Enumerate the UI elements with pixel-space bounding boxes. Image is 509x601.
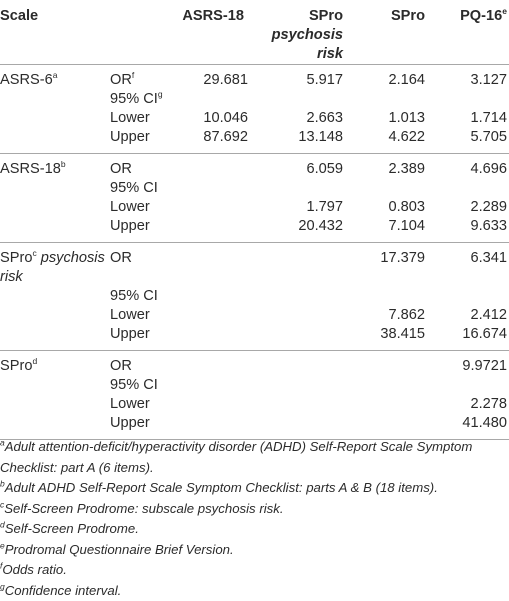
table-cell: 6.059 xyxy=(248,154,343,180)
table-cell xyxy=(177,243,248,269)
stat-label: $OR^f$ xyxy=(110,65,177,91)
footnotes xyxy=(0,437,509,601)
table-row xyxy=(0,395,509,414)
table-row xyxy=(0,306,509,325)
header-blank xyxy=(110,0,177,65)
table-row xyxy=(0,154,509,180)
table-row xyxy=(0,217,509,243)
table-row xyxy=(0,414,509,440)
stat-label: 95% $CI^g$ xyxy=(110,90,248,109)
footnote: $^d$Self-Screen Prodrome. xyxy=(0,519,509,540)
stat-label: Upper xyxy=(110,414,177,440)
table-row xyxy=(0,351,509,377)
stat-label: 95% CI xyxy=(110,179,248,198)
stat-label: 95% CI xyxy=(110,287,248,306)
table-row xyxy=(0,128,509,154)
footnote: $^g$Confidence interval. xyxy=(0,581,509,601)
table-cell xyxy=(177,414,248,440)
stat-label: Lower xyxy=(110,395,177,414)
table-row xyxy=(0,198,509,217)
table-cell xyxy=(177,351,248,377)
stat-label: OR xyxy=(110,351,177,377)
stat-label: Upper xyxy=(110,217,177,243)
table-cell xyxy=(248,243,343,269)
table-cell xyxy=(177,325,248,351)
table-header-row xyxy=(0,0,509,65)
table-cell xyxy=(248,306,343,325)
header-scale: Scale xyxy=(0,0,110,65)
row-label: SPro$^c$ psychosis risk xyxy=(0,243,110,288)
table-cell: 13.148 xyxy=(248,128,343,154)
table-row xyxy=(0,243,509,269)
table-cell: 2.389 xyxy=(343,154,425,180)
table-cell: 2.164 xyxy=(343,65,425,91)
table-cell: 4.622 xyxy=(343,128,425,154)
table-cell xyxy=(343,414,425,440)
table-cell xyxy=(177,217,248,243)
table-cell: 1.714 xyxy=(425,109,509,128)
stat-label: Upper xyxy=(110,128,177,154)
table-row xyxy=(0,179,509,198)
row-label: ASRS-18$^b$ xyxy=(0,154,110,180)
stat-label: Lower xyxy=(110,198,177,217)
footnote: $^a$Adult attention-deficit/hyperactivity disorder (ADHD) Self-Report Scale Symptom xyxy=(0,437,509,458)
table-cell: 7.104 xyxy=(343,217,425,243)
table-cell xyxy=(177,306,248,325)
table-cell xyxy=(248,414,343,440)
table-cell: 3.127 xyxy=(425,65,509,91)
table-cell: 17.379 xyxy=(343,243,425,269)
table-cell: 10.046 xyxy=(177,109,248,128)
footnote: $^f$Odds ratio. xyxy=(0,560,509,581)
stat-label: OR xyxy=(110,243,177,269)
table-row xyxy=(0,287,509,306)
table-cell: 1.013 xyxy=(343,109,425,128)
table-row xyxy=(0,109,509,128)
table-cell: 4.696 xyxy=(425,154,509,180)
footnote: $^c$Self-Screen Prodrome: subscale psychosis risk. xyxy=(0,499,509,520)
stat-label: OR xyxy=(110,154,177,180)
table-cell: 38.415 xyxy=(343,325,425,351)
stat-label: Lower xyxy=(110,109,177,128)
table-cell: 41.480 xyxy=(425,414,509,440)
table-row xyxy=(0,325,509,351)
row-label: ASRS-6$^a$ xyxy=(0,65,110,91)
table-cell: 2.412 xyxy=(425,306,509,325)
table-cell xyxy=(248,351,343,377)
footnote: $^b$Adult ADHD Self-Report Scale Symptom Checklist: parts A & B (18 items). xyxy=(0,478,509,499)
header-asrs18: ASRS-18 xyxy=(177,0,248,65)
footnote: $^e$Prodromal Questionnaire Brief Version. xyxy=(0,540,509,561)
table-row xyxy=(0,376,509,395)
table-cell: 5.705 xyxy=(425,128,509,154)
table-cell xyxy=(343,351,425,377)
table-cell xyxy=(177,395,248,414)
table-cell: 2.663 xyxy=(248,109,343,128)
table-cell xyxy=(248,395,343,414)
table-cell: 5.917 xyxy=(248,65,343,91)
table-row xyxy=(0,90,509,109)
stat-label: 95% CI xyxy=(110,376,248,395)
table-row xyxy=(0,65,509,91)
table-cell: 2.278 xyxy=(425,395,509,414)
table-cell: 1.797 xyxy=(248,198,343,217)
table-cell xyxy=(177,154,248,180)
table-cell: 29.681 xyxy=(177,65,248,91)
header-pq16: PQ-16e xyxy=(425,0,509,65)
table-cell: 87.692 xyxy=(177,128,248,154)
table-cell xyxy=(343,395,425,414)
table-cell: 2.289 xyxy=(425,198,509,217)
row-label: SPro$^d$ xyxy=(0,351,110,377)
table-cell: 16.674 xyxy=(425,325,509,351)
table-cell: 9.633 xyxy=(425,217,509,243)
stat-label: Upper xyxy=(110,325,177,351)
table-cell: 6.341 xyxy=(425,243,509,269)
table-cell: 9.9721 xyxy=(425,351,509,377)
table-cell: 0.803 xyxy=(343,198,425,217)
stat-label: Lower xyxy=(110,306,177,325)
footnote: Checklist: part A (6 items). xyxy=(0,458,509,479)
table-cell xyxy=(177,198,248,217)
header-spro: SPro xyxy=(343,0,425,65)
header-spro-psychosis-risk: SPro psychosis risk xyxy=(248,0,343,65)
table-cell: 7.862 xyxy=(343,306,425,325)
table-cell: 20.432 xyxy=(248,217,343,243)
table-cell xyxy=(248,325,343,351)
